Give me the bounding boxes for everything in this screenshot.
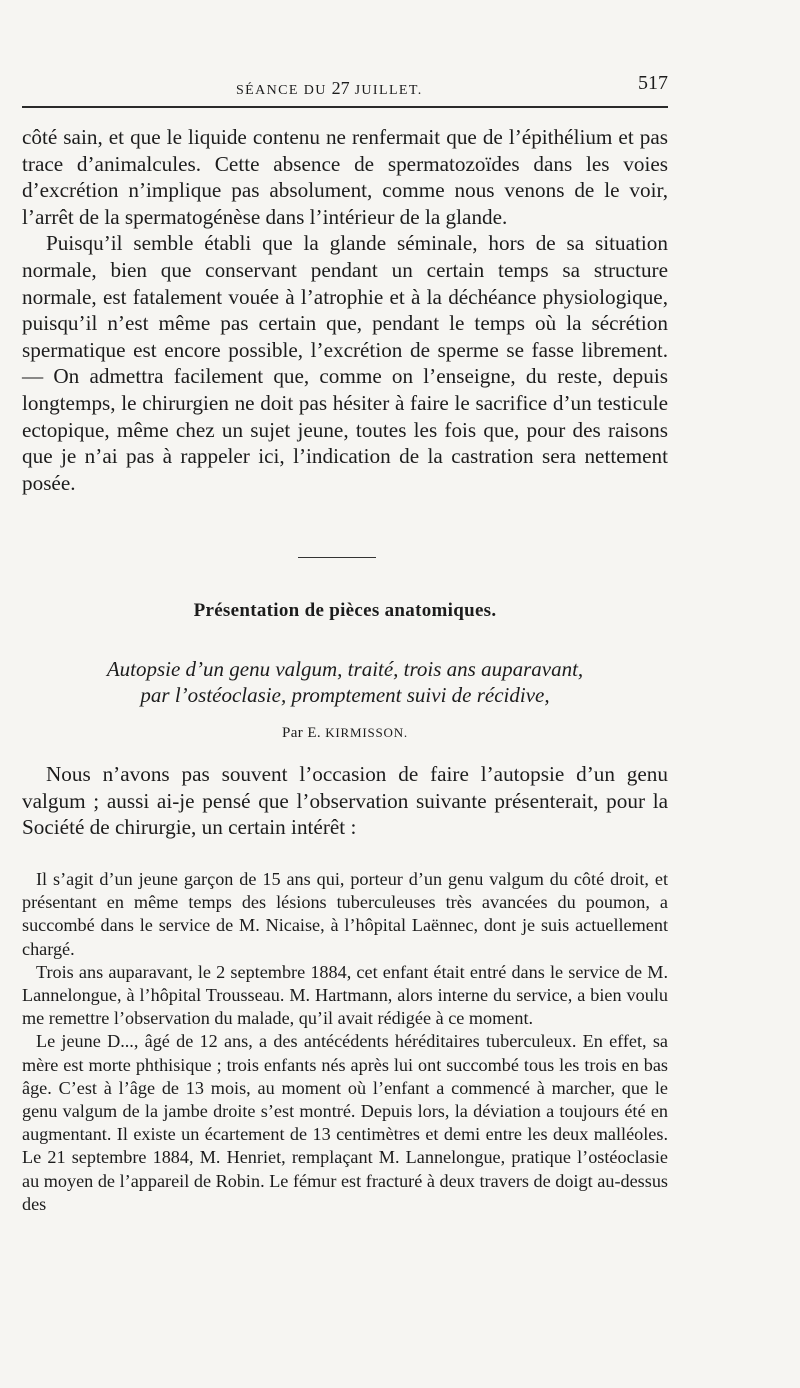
byline-prefix: Par E. — [282, 725, 326, 741]
running-head — [22, 72, 668, 98]
observation-paragraph-1: Il s’agit d’un jeune garçon de 15 ans qui, porteur d’un genu valgum du côté droit, et présentant en même temps des lésions tuberculeuses très avancées du poumon, a succombé dans le service de M. Nicaise, à l’hôpital Laënnec, dont je suis actuellement chargé. — [22, 869, 668, 959]
running-title-day: 27 — [331, 78, 350, 98]
page-number: 517 — [638, 72, 668, 94]
article-title — [22, 656, 668, 708]
section-title: Présentation de pièces anatomiques. — [193, 600, 497, 621]
running-title — [236, 78, 423, 99]
header-rule — [22, 106, 668, 108]
paragraph-castration: Puisqu’il semble établi que la glande séminale, hors de sa situation normale, bien que conservant pendant un certain temps sa structure normale, est fatalement vouée à l’atrophie et à la déchéance physiologique, puisqu’il n’est même pas certain que, pendant le temps où la sécrétion spermatique est encore possible, l’excrétion de sperme se fasse librement. — On admettra facilement que, comme on l’enseigne, du reste, depuis longtemps, le chirurgien ne doit pas hésiter à faire le sacrifice d’un testicule ectopique, même chez un sujet jeune, toutes les fois que, pour des raisons que je n’ai pas à rappeler ici, l’indication de la castration sera nettement posée. — [22, 231, 668, 495]
paragraph-continued: côté sain, et que le liquide contenu ne renfermait que de l’épithélium et pas trace d’animalcules. Cette absence de spermatozoïdes dans les voies d’excrétion n’implique pas absolument, comme nous venons de le voir, l’arrêt de la spermatogénèse dans l’intérieur de la glande. — [22, 125, 668, 229]
article-title-line-2: par l’ostéoclasie, promptement suivi de récidive, — [140, 683, 550, 707]
continued-text — [22, 124, 668, 496]
byline-author: KIRMISSON. — [325, 725, 408, 740]
running-title-suffix: JUILLET. — [349, 83, 423, 98]
paragraph-intro: Nous n’avons pas souvent l’occasion de faire l’autopsie d’un genu valgum ; aussi ai-je pensé que l’observation suivante présenterait, pour la Société de chirurgie, un certain intérêt : — [22, 762, 668, 840]
article-title-line-1: Autopsie d’un genu valgum, traité, trois ans auparavant, — [106, 657, 584, 681]
observation-paragraph-3: Le jeune D..., âgé de 12 ans, a des antécédents héréditaires tuberculeux. En effet, sa mère est morte phthisique ; trois enfants nés après lui ont succombé tous les trois en bas âge. C’est à l’âge de 13 mois, au moment où l’enfant a commencé à marcher, que le genu valgum de la jambe droite s’est montré. Depuis lors, la déviation a toujours été en augmentant. Il existe un écartement de 13 centimètres et demi entre les deux malléoles. Le 21 septembre 1884, M. Henriet, remplaçant M. Lannelongue, pratique l’ostéoclasie au moyen de l’appareil de Robin. Le fémur est fracturé à deux travers de doigt au-dessus des — [22, 1031, 668, 1214]
section-separator-rule — [298, 557, 376, 558]
observation-paragraph-2: Trois ans auparavant, le 2 septembre 1884, cet enfant était entré dans le service de M. Lannelongue, à l’hôpital Trousseau. M. Hartmann, alors interne du service, a bien voulu me remettre l’observation du malade, qu’il avait rédigée à ce moment. — [22, 961, 668, 1029]
article-byline — [22, 725, 668, 742]
observation-text — [22, 868, 668, 1216]
running-title-prefix: SÉANCE DU — [236, 83, 332, 98]
intro-text — [22, 761, 668, 841]
